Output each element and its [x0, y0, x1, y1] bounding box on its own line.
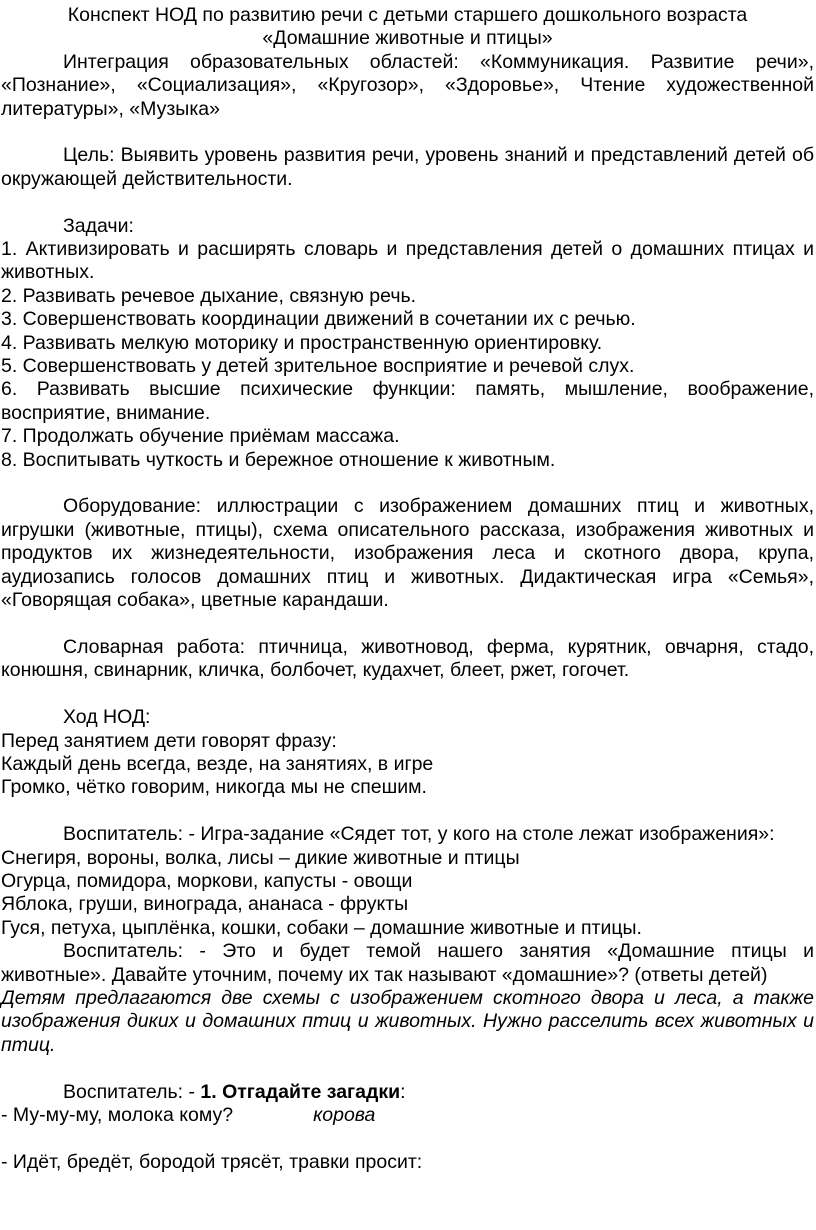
spacer	[1, 683, 814, 706]
spacer	[1, 1057, 814, 1080]
task-item: 7. Продолжать обучение приёмам массажа.	[1, 425, 400, 448]
teacher-label: Воспитатель: -	[63, 1080, 201, 1103]
course-line: Перед занятием дети говорят фразу:	[1, 729, 337, 752]
course-line: Каждый день всегда, везде, на занятиях, в игре	[1, 752, 434, 775]
task-item: 8. Воспитывать чуткость и бережное отношение к животным.	[1, 448, 556, 471]
task-item: 6. Развивать высшие психические функции: память, мышление, воображение, восприятие, внимание.	[1, 378, 814, 424]
riddle-2: - Идёт, бредёт, бородой трясёт, травки просит:	[1, 1150, 423, 1173]
colon: :	[400, 1080, 406, 1103]
category-line: Огурца, помидора, моркови, капусты - овощи	[1, 869, 413, 892]
task-item: 5. Совершенствовать у детей зрительное восприятие и речевой слух.	[1, 355, 635, 378]
goal-paragraph: Цель: Выявить уровень развития речи, уровень знаний и представлений детей об окружающей действительности.	[1, 144, 814, 190]
task-item: 4. Развивать мелкую моторику и пространственную ориентировку.	[1, 331, 603, 354]
task-item: 3. Совершенствовать координации движений в сочетании их с речью.	[1, 308, 636, 331]
title-line-2: «Домашние животные и птицы»	[262, 27, 553, 50]
tasks-heading: Задачи:	[63, 214, 134, 237]
riddles-heading: 1. Отгадайте загадки	[200, 1080, 401, 1103]
vocabulary-paragraph: Словарная работа: птичница, животновод, ферма, курятник, овчарня, стадо, конюшня, свинарник, кличка, болбочет, кудахчет, блеет, ржет, гогочет.	[1, 635, 814, 682]
task-item: 2. Развивать речевое дыхание, связную речь.	[1, 284, 417, 307]
category-line: Снегиря, вороны, волка, лисы – дикие животные и птицы	[1, 846, 520, 869]
tasks-list	[1, 238, 814, 472]
riddle-answer: корова	[313, 1103, 376, 1126]
spacer	[1, 472, 814, 495]
teacher-line-1: Воспитатель: - Игра-задание «Сядет тот, у кого на столе лежат изображения»:	[63, 823, 775, 846]
integration-paragraph: Интеграция образовательных областей: «Коммуникация. Развитие речи», «Познание», «Социализация», «Кругозор», «Здоровье», Чтение художественной литературы», «Музыка»	[1, 50, 814, 120]
teacher-instruction-italic: Детям предлагаются две схемы с изображением скотного двора и леса, а также изображения диких и домашних птиц и животных. Нужно расселить всех животных и птиц.	[1, 986, 814, 1056]
riddle-1	[1, 1104, 814, 1127]
spacer	[1, 613, 814, 636]
spacer	[1, 1127, 814, 1150]
task-item: 1. Активизировать и расширять словарь и представления детей о домашних птицах и животных.	[1, 238, 814, 284]
course-heading: Ход НОД:	[63, 706, 151, 729]
title-line-1: Конспект НОД по развитию речи с детьми старшего дошкольного возраста	[67, 4, 748, 26]
teacher-line-2: Воспитатель: - Это и будет темой нашего занятия «Домашние птицы и животные». Давайте уточним, почему их так называют «домашние»? (ответы детей)	[1, 940, 814, 986]
spacer	[1, 121, 814, 144]
course-line: Громко, чётко говорим, никогда мы не спешим.	[1, 776, 427, 799]
teacher-line-3	[1, 1081, 814, 1104]
category-line: Гуся, петуха, цыплёнка, кошки, собаки – домашние животные и птицы.	[1, 916, 642, 939]
spacer	[1, 800, 814, 823]
equipment-paragraph: Оборудование: иллюстрации с изображением домашних птиц и животных, игрушки (животные, птицы), схема описательного рассказа, изображения животных и продуктов их жизнедеятельности, изображения леса и скотного двора, крупа, аудиозапись голосов домашних птиц и животных. Дидактическая игра «Семья», «Говорящая собака», цветные карандаши.	[1, 495, 814, 612]
spacer	[1, 191, 814, 214]
category-line: Яблока, груши, винограда, ананаса - фрукты	[1, 893, 409, 916]
riddle-text: - Му-му-му, молока кому?	[1, 1103, 234, 1126]
